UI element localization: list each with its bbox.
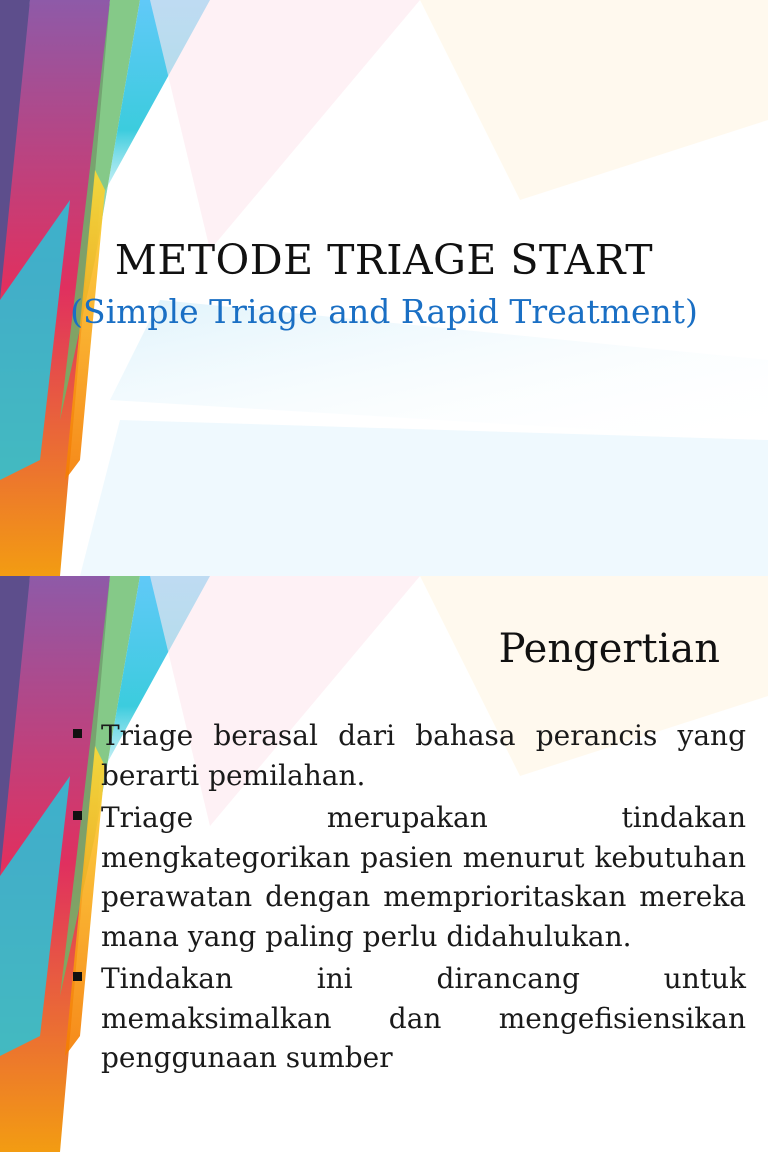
list-item xyxy=(70,959,746,1078)
list-item-text: Tindakan ini dirancang untuk memaksimalkan dan mengefisiensikan penggunaan sumber xyxy=(101,962,746,1074)
list-item xyxy=(70,798,746,956)
square-bullet-icon xyxy=(73,811,82,820)
list-item-text: Triage berasal dari bahasa perancis yang berarti pemilahan. xyxy=(101,719,746,792)
slide-title-text: METODE TRIAGE START xyxy=(114,236,654,284)
list-item xyxy=(70,716,746,795)
slide-subtitle-text: (Simple Triage and Rapid Treatment) xyxy=(70,292,698,331)
square-bullet-icon xyxy=(73,729,82,738)
list-item-text: Triage merupakan tindakan mengkategorikan pasien menurut kebutuhan perawatan dengan memprioritaskan mereka mana yang paling perlu didahulukan. xyxy=(101,801,746,953)
bullet-list xyxy=(70,716,746,1081)
slide-heading: Pengertian xyxy=(498,626,720,672)
slide-pengertian xyxy=(0,576,768,1074)
square-bullet-icon xyxy=(73,972,82,981)
